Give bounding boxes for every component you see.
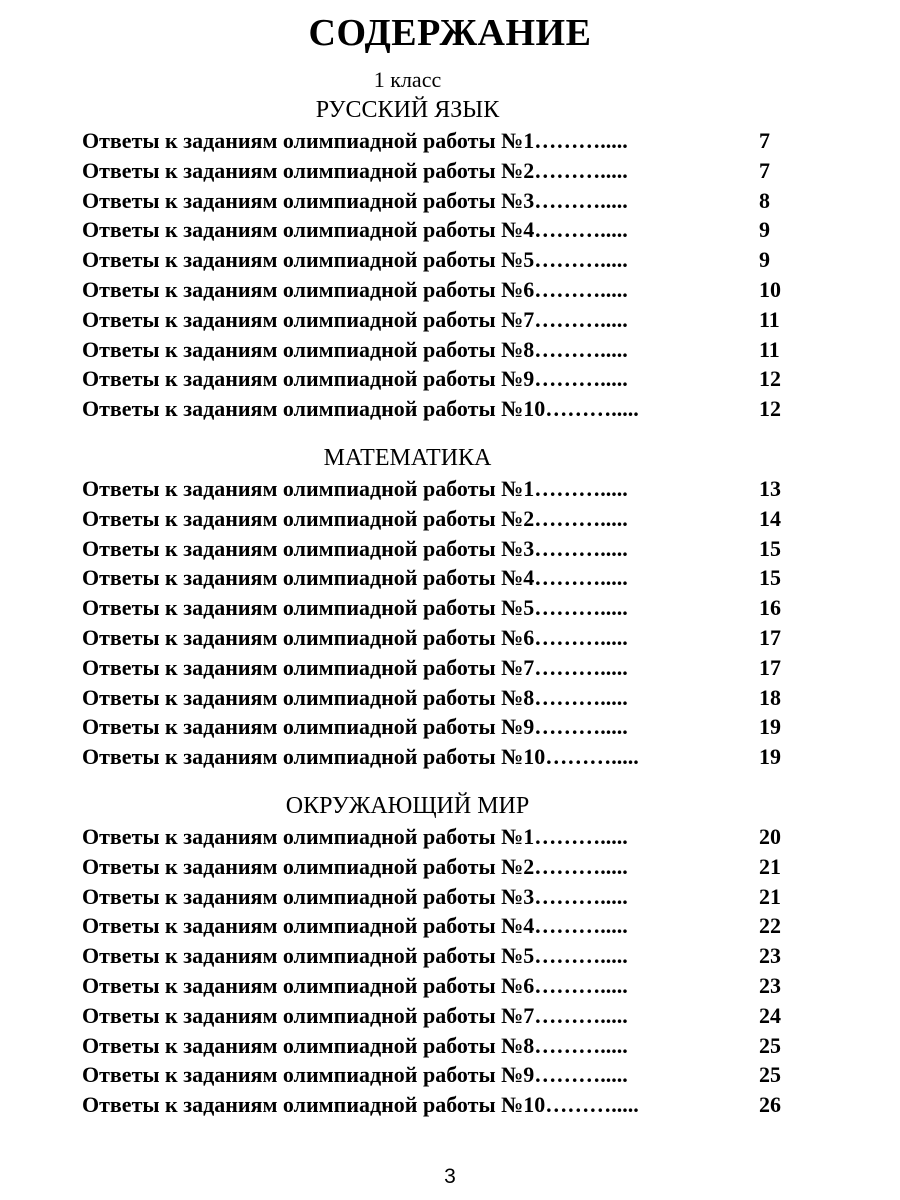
- toc-entry-text: Ответы к заданиям олимпиадной работы №5……….....: [82, 247, 628, 273]
- toc-page-number: 23: [759, 943, 781, 969]
- toc-list-world: [82, 822, 802, 1120]
- page-title: СОДЕРЖАНИЕ: [308, 12, 592, 54]
- toc-page-number: 11: [759, 336, 780, 362]
- toc-entry-text: Ответы к заданиям олимпиадной работы №8……….....: [82, 1032, 628, 1058]
- toc-row[interactable]: [82, 215, 802, 245]
- toc-row[interactable]: [82, 742, 802, 772]
- toc-entry-text: Ответы к заданиям олимпиадной работы №10……….....: [82, 744, 639, 770]
- toc-page-number: 9: [759, 247, 770, 273]
- toc-entry-text: Ответы к заданиям олимпиадной работы №3……….....: [82, 187, 628, 213]
- toc-entry-text: Ответы к заданиям олимпиадной работы №4……….....: [82, 913, 628, 939]
- toc-row[interactable]: [82, 245, 802, 275]
- toc-page-number: 7: [759, 128, 770, 153]
- toc-page-number: 21: [759, 853, 781, 879]
- toc-row[interactable]: [82, 1090, 802, 1120]
- page-number: 3: [444, 1165, 456, 1188]
- toc-page-number: 17: [759, 654, 781, 680]
- toc-entry-text: Ответы к заданиям олимпиадной работы №9……….....: [82, 714, 628, 740]
- toc-row[interactable]: [82, 275, 802, 305]
- toc-row[interactable]: [82, 653, 802, 683]
- toc-row[interactable]: [82, 593, 802, 623]
- toc-row[interactable]: [82, 563, 802, 593]
- toc-page-number: 19: [759, 744, 781, 770]
- toc-row[interactable]: [82, 364, 802, 394]
- toc-entry-text: Ответы к заданиям олимпиадной работы №8……….....: [82, 684, 628, 710]
- toc-entry-text: Ответы к заданиям олимпиадной работы №4……….....: [82, 565, 628, 591]
- toc-entry-text: Ответы к заданиям олимпиадной работы №2……….....: [82, 157, 628, 183]
- toc-row[interactable]: [82, 394, 802, 424]
- toc-page-number: 15: [759, 535, 781, 561]
- toc-page-number: 22: [759, 913, 781, 939]
- toc-page-number: 8: [759, 187, 770, 213]
- toc-page-number: 11: [759, 306, 780, 332]
- toc-page-number: 13: [759, 476, 781, 501]
- toc-page-number: 25: [759, 1032, 781, 1058]
- toc-page-number: 26: [759, 1092, 781, 1118]
- toc-row[interactable]: [82, 683, 802, 713]
- toc-page-number: 18: [759, 684, 781, 710]
- toc-row[interactable]: [82, 186, 802, 216]
- toc-page-number: 10: [759, 276, 781, 302]
- toc-entry-text: Ответы к заданиям олимпиадной работы №3……….....: [82, 535, 628, 561]
- toc-entry-text: Ответы к заданиям олимпиадной работы №1……….....: [82, 824, 628, 849]
- toc-page-number: 12: [759, 366, 781, 392]
- toc-entry-text: Ответы к заданиям олимпиадной работы №1……….....: [82, 476, 628, 501]
- toc-entry-text: Ответы к заданиям олимпиадной работы №7……….....: [82, 654, 628, 680]
- toc-entry-text: Ответы к заданиям олимпиадной работы №10……….....: [82, 1092, 639, 1118]
- toc-page-number: 14: [759, 505, 781, 531]
- toc-row[interactable]: [82, 882, 802, 912]
- toc-row[interactable]: [82, 335, 802, 365]
- toc-row[interactable]: [82, 305, 802, 335]
- toc-row[interactable]: [82, 156, 802, 186]
- toc-page-number: 16: [759, 595, 781, 621]
- toc-entry-text: Ответы к заданиям олимпиадной работы №7……….....: [82, 306, 628, 332]
- toc-list-math: [82, 474, 802, 772]
- toc-entry-text: Ответы к заданиям олимпиадной работы №7……….....: [82, 1002, 628, 1028]
- toc-row[interactable]: [82, 1031, 802, 1061]
- toc-entry-text: Ответы к заданиям олимпиадной работы №3……….....: [82, 883, 628, 909]
- toc-row[interactable]: [82, 971, 802, 1001]
- toc-page-number: 15: [759, 565, 781, 591]
- toc-page-number: 12: [759, 396, 781, 422]
- section-heading-world: ОКРУЖАЮЩИЙ МИР: [285, 793, 530, 819]
- toc-entry-text: Ответы к заданиям олимпиадной работы №1……….....: [82, 128, 628, 153]
- toc-entry-text: Ответы к заданиям олимпиадной работы №5……….....: [82, 595, 628, 621]
- toc-row[interactable]: [82, 852, 802, 882]
- toc-entry-text: Ответы к заданиям олимпиадной работы №9……….....: [82, 1062, 628, 1088]
- toc-page-number: 17: [759, 624, 781, 650]
- toc-entry-text: Ответы к заданиям олимпиадной работы №6……….....: [82, 276, 628, 302]
- toc-entry-text: Ответы к заданиям олимпиадной работы №6……….....: [82, 624, 628, 650]
- toc-entry-text: Ответы к заданиям олимпиадной работы №9……….....: [82, 366, 628, 392]
- toc-row[interactable]: [82, 126, 802, 156]
- toc-row[interactable]: [82, 623, 802, 653]
- toc-row[interactable]: [82, 911, 802, 941]
- toc-entry-text: Ответы к заданиям олимпиадной работы №2……….....: [82, 505, 628, 531]
- section-heading-math: МАТЕМАТИКА: [323, 445, 492, 471]
- toc-entry-text: Ответы к заданиям олимпиадной работы №5……….....: [82, 943, 628, 969]
- toc-row[interactable]: [82, 534, 802, 564]
- toc-row[interactable]: [82, 822, 802, 852]
- grade-label: 1 класс: [373, 67, 442, 92]
- toc-row[interactable]: [82, 941, 802, 971]
- toc-row[interactable]: [82, 712, 802, 742]
- toc-page-number: 24: [759, 1002, 781, 1028]
- toc-entry-text: Ответы к заданиям олимпиадной работы №2……….....: [82, 853, 628, 879]
- toc-entry-text: Ответы к заданиям олимпиадной работы №10……….....: [82, 396, 639, 422]
- toc-page-number: 7: [759, 157, 770, 183]
- toc-entry-text: Ответы к заданиям олимпиадной работы №6……….....: [82, 972, 628, 998]
- section-heading-russian: РУССКИЙ ЯЗЫК: [315, 97, 500, 123]
- toc-page-number: 20: [759, 824, 781, 849]
- toc-page-number: 9: [759, 217, 770, 243]
- toc-page-number: 23: [759, 972, 781, 998]
- toc-page-number: 21: [759, 883, 781, 909]
- toc-row[interactable]: [82, 474, 802, 504]
- toc-row[interactable]: [82, 1001, 802, 1031]
- toc-entry-text: Ответы к заданиям олимпиадной работы №4……….....: [82, 217, 628, 243]
- toc-page-number: 25: [759, 1062, 781, 1088]
- toc-row[interactable]: [82, 504, 802, 534]
- toc-row[interactable]: [82, 1060, 802, 1090]
- toc-entry-text: Ответы к заданиям олимпиадной работы №8……….....: [82, 336, 628, 362]
- toc-page-number: 19: [759, 714, 781, 740]
- toc-list-russian: [82, 126, 802, 424]
